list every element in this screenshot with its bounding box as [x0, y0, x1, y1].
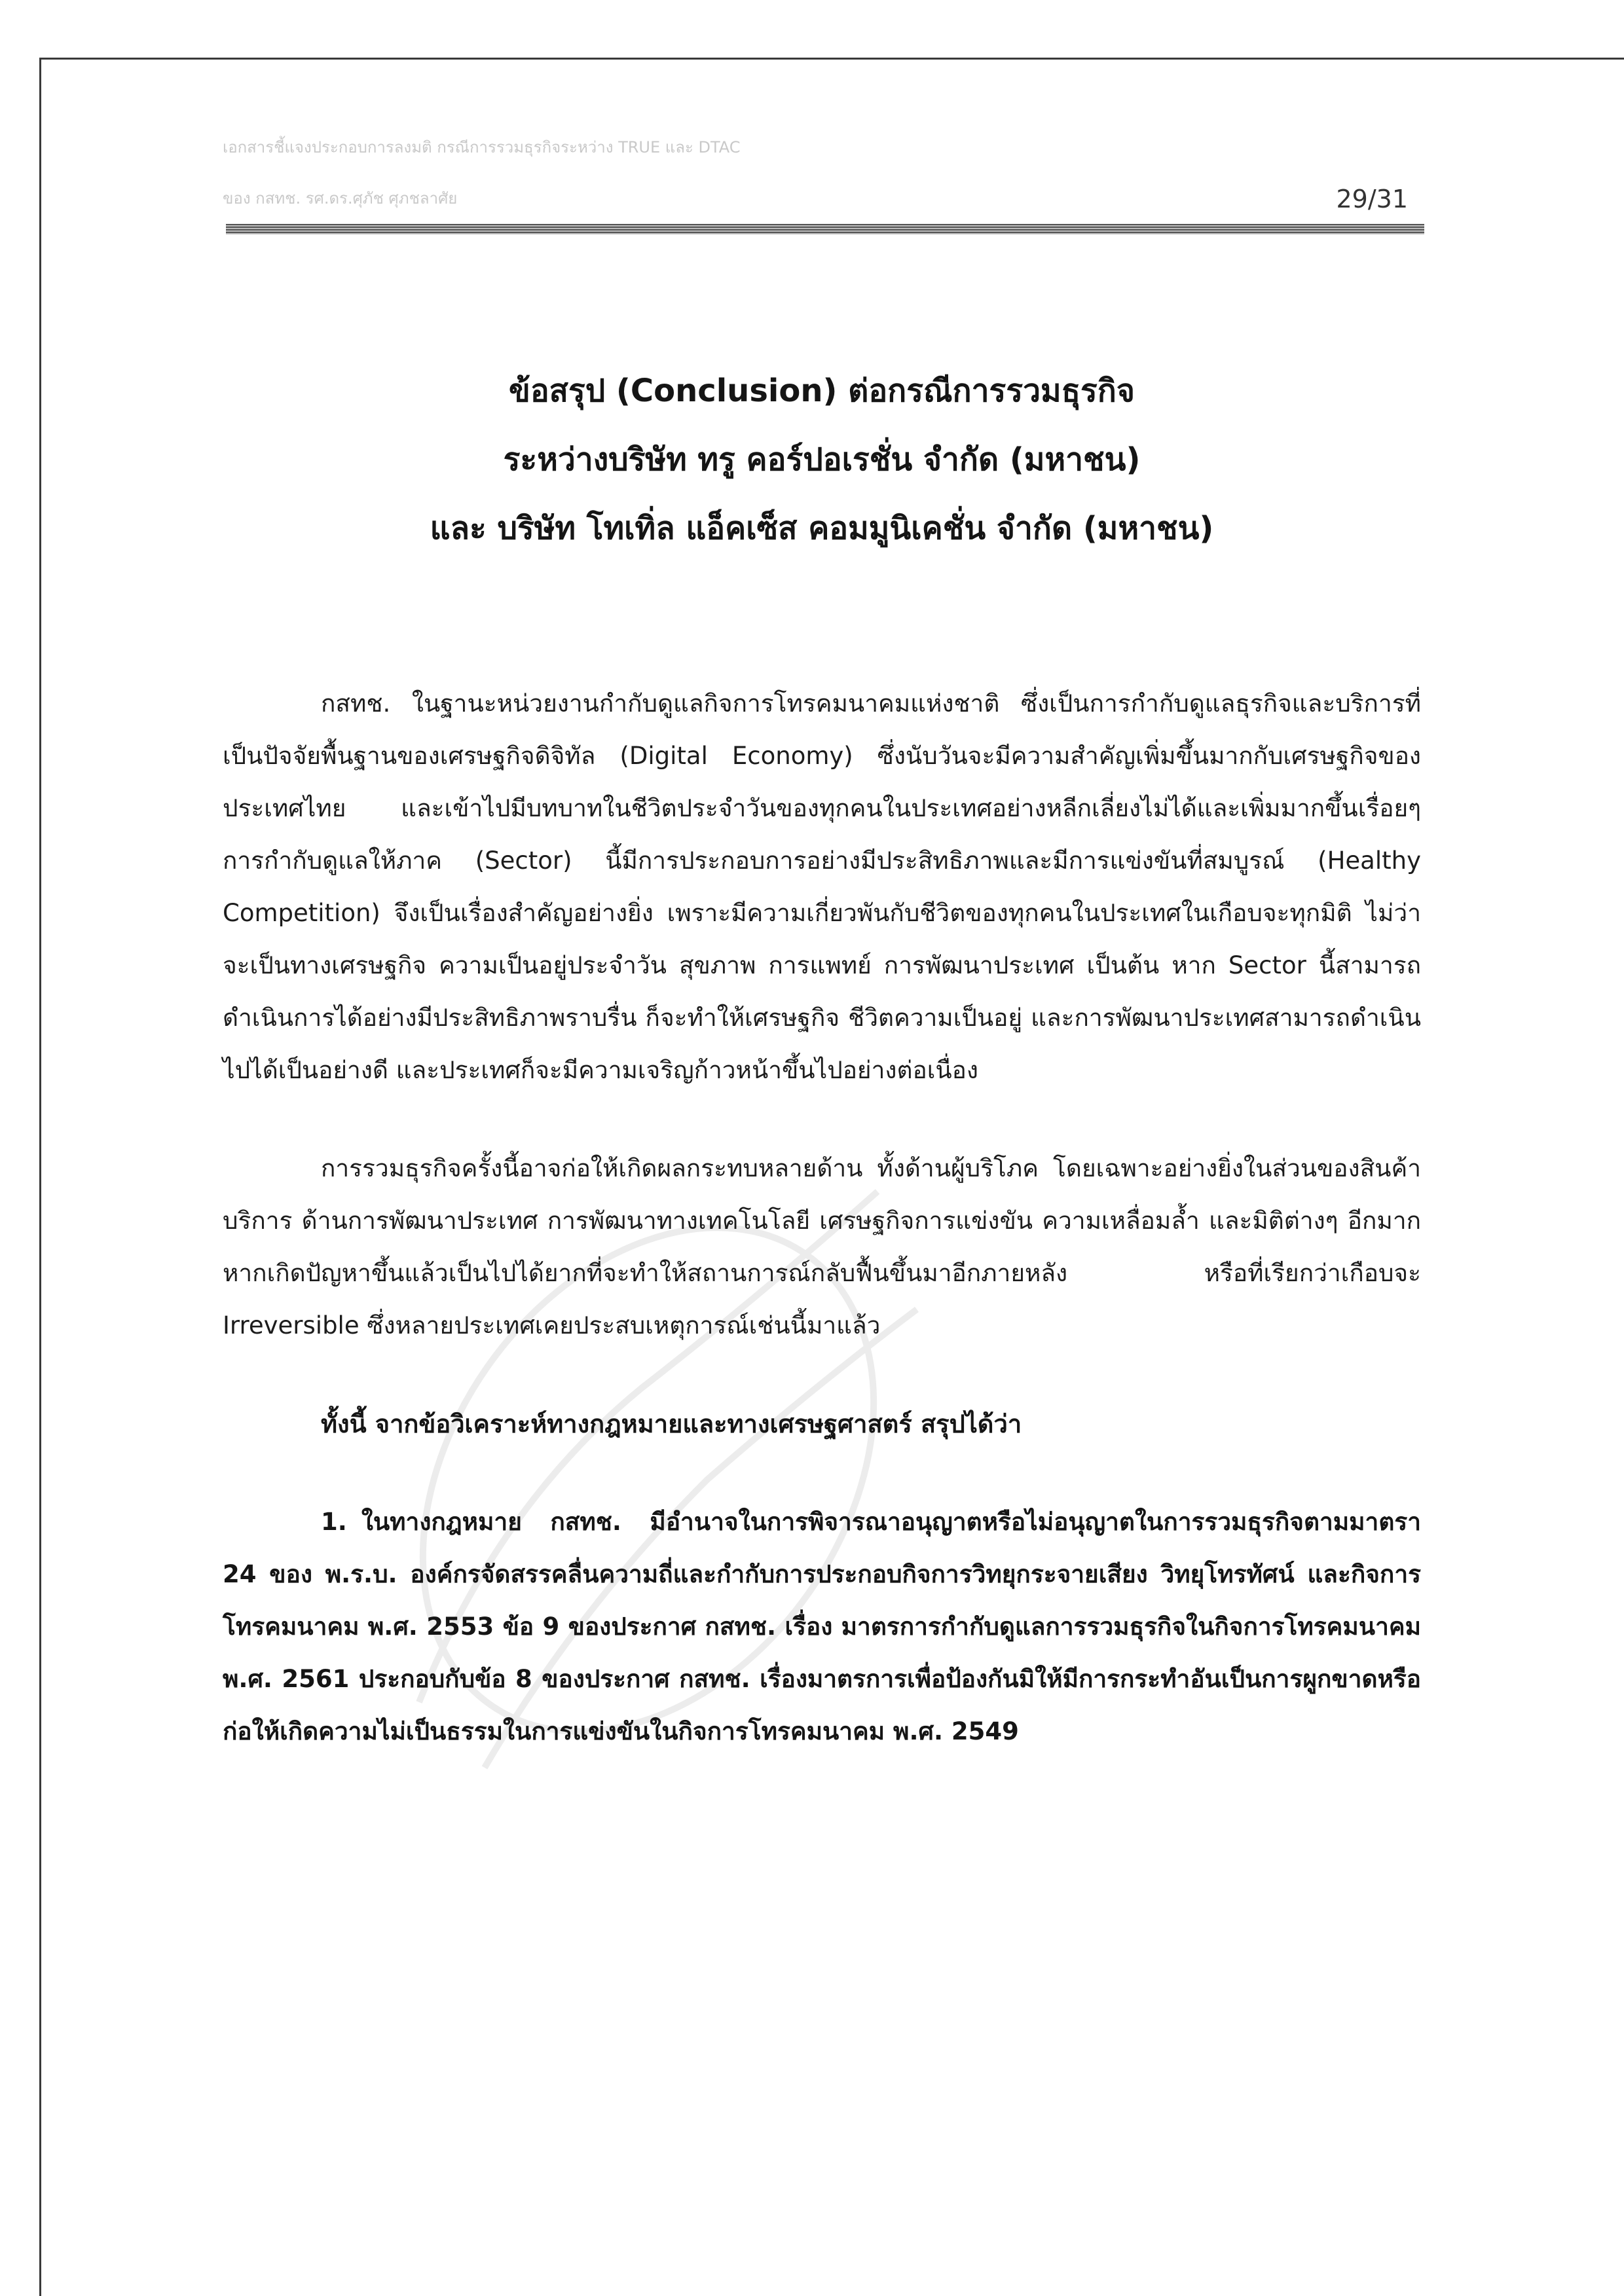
- page-number: 29/31: [1336, 185, 1408, 213]
- header-document-title: เอกสารชี้แจงประกอบการลงมติ กรณีการรวมธุรกิจระหว่าง TRUE และ DTAC: [223, 138, 741, 156]
- title-line-3: และ บริษัท โทเทิ่ล แอ็คเซ็ส คอมมูนิเคชั่น จำกัด (มหาชน): [430, 510, 1214, 547]
- header-divider: [226, 224, 1424, 234]
- header-author: ของ กสทช. รศ.ดร.ศุภัช ศุภชลาศัย: [223, 189, 458, 208]
- list-item-number: 1.: [321, 1508, 347, 1536]
- document-body: [223, 678, 1421, 1758]
- list-item-text: ในทางกฎหมาย กสทช. มีอำนาจในการพิจารณาอนุญาตหรือไม่อนุญาตในการรวมธุรกิจตามมาตรา 24 ของ พ.ร.บ. องค์กรจัดสรรคลื่นความถี่และกำกับการประกอบกิจการวิทยุกระจายเสียง วิทยุโทรทัศน์ และกิจการโทรคมนาคม พ.ศ. 2553 ข้อ 9 ของประกาศ กสทช. เรื่อง มาตรการกำกับดูแลการรวมธุรกิจในกิจการโทรคมนาคม พ.ศ. 2561 ประกอบกับข้อ 8 ของประกาศ กสทช. เรื่องมาตรการเพื่อป้องกันมิให้มีการกระทำอันเป็นการผูกขาดหรือก่อให้เกิดความไม่เป็นธรรมในการแข่งขันในกิจการโทรคมนาคม พ.ศ. 2549: [223, 1508, 1421, 1745]
- summary-heading: ทั้งนี้ จากข้อวิเคราะห์ทางกฎหมายและทางเศรษฐศาสตร์ สรุปได้ว่า: [321, 1410, 1022, 1438]
- title-line-1: ข้อสรุป (Conclusion) ต่อกรณีการรวมธุรกิจ: [509, 373, 1135, 409]
- paragraph-2: การรวมธุรกิจครั้งนี้อาจก่อให้เกิดผลกระทบหลายด้าน ทั้งด้านผู้บริโภค โดยเฉพาะอย่างยิ่งในส่วนของสินค้าบริการ ด้านการพัฒนาประเทศ การพัฒนาทางเทคโนโลยี เศรษฐกิจการแข่งขัน ความเหลื่อมล้ำ และมิติต่างๆ อีกมาก หากเกิดปัญหาขึ้นแล้วเป็นไปได้ยากที่จะทำให้สถานการณ์กลับฟื้นขึ้นมาอีกภายหลัง หรือที่เรียกว่าเกือบจะ Irreversible ซึ่งหลายประเทศเคยประสบเหตุการณ์เช่นนี้มาแล้ว: [223, 1154, 1421, 1339]
- list-item: [223, 1496, 1421, 1758]
- scan-frame-top: [39, 58, 1624, 60]
- scan-frame-left: [39, 58, 41, 2296]
- paragraph-1: กสทช. ในฐานะหน่วยงานกำกับดูแลกิจการโทรคมนาคมแห่งชาติ ซึ่งเป็นการกำกับดูแลธุรกิจและบริการที่เป็นปัจจัยพื้นฐานของเศรษฐกิจดิจิทัล (Digital Economy) ซึ่งนับวันจะมีความสำคัญเพิ่มขึ้นมากกับเศรษฐกิจของประเทศไทย และเข้าไปมีบทบาทในชีวิตประจำวันของทุกคนในประเทศอย่างหลีกเลี่ยงไม่ได้และเพิ่มมากขึ้นเรื่อยๆ การกำกับดูแลให้ภาค (Sector) นี้มีการประกอบการอย่างมีประสิทธิภาพและมีการแข่งขันที่สมบูรณ์ (Healthy Competition) จึงเป็นเรื่องสำคัญอย่างยิ่ง เพราะมีความเกี่ยวพันกับชีวิตของทุกคนในประเทศในเกือบจะทุกมิติ ไม่ว่าจะเป็นทางเศรษฐกิจ ความเป็นอยู่ประจำวัน สุขภาพ การแพทย์ การพัฒนาประเทศ เป็นต้น หาก Sector นี้สามารถดำเนินการได้อย่างมีประสิทธิภาพราบรื่น ก็จะทำให้เศรษฐกิจ ชีวิตความเป็นอยู่ และการพัฒนาประเทศสามารถดำเนินไปได้เป็นอย่างดี และประเทศก็จะมีความเจริญก้าวหน้าขึ้นไปอย่างต่อเนื่อง: [223, 689, 1421, 1084]
- title-line-2: ระหว่างบริษัท ทรู คอร์ปอเรชั่น จำกัด (มหาชน): [503, 441, 1141, 478]
- document-title: [223, 357, 1421, 563]
